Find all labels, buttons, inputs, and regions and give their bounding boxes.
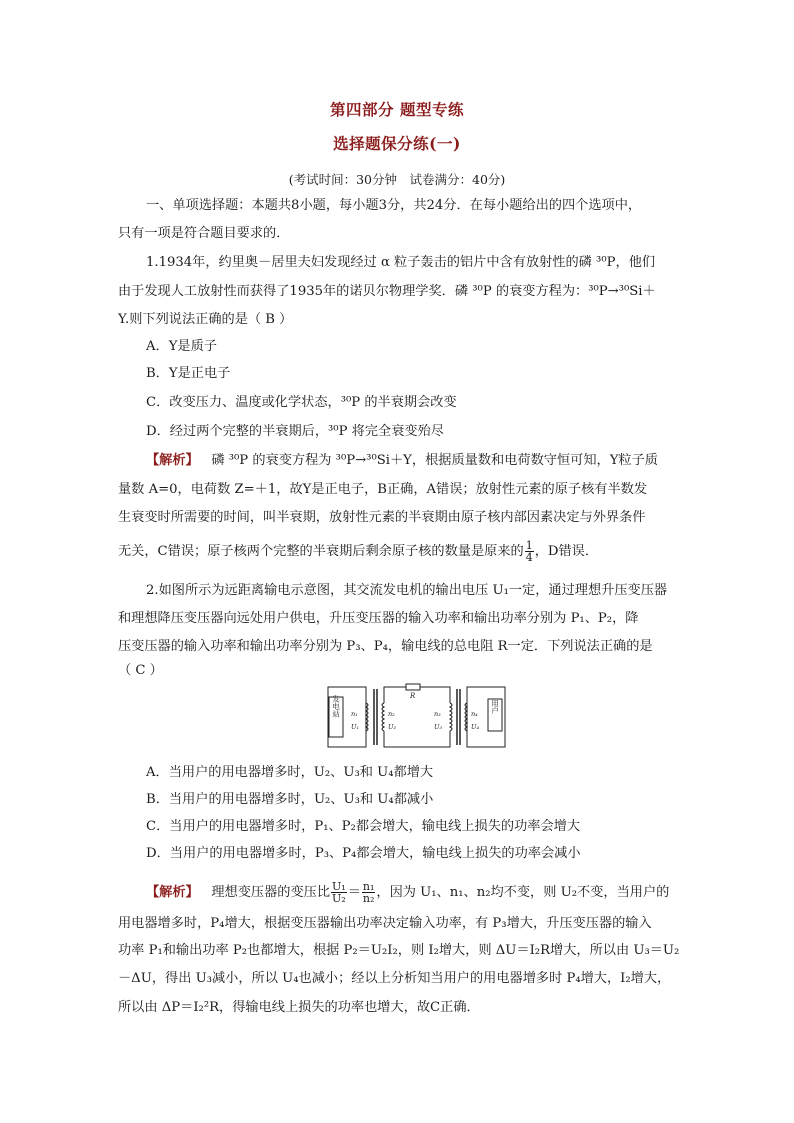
question-2-option-a: A．当用户的用电器增多时，U₂、U₃和 U₄都增大 <box>146 765 434 780</box>
fraction <box>525 540 534 563</box>
question-2-stem: 2.如图所示为远距离输电示意图，其交流发电机的输出电压 U₁一定，通过理想升压变压器 <box>146 583 668 598</box>
n2-label: n₂ <box>388 710 395 718</box>
question-2-option-b: B．当用户的用电器增多时，U₂、U₃和 U₄都减小 <box>146 792 434 807</box>
analysis-text: 理想变压器的变压比 <box>211 885 331 900</box>
ratio-equals: ＝ <box>347 885 361 900</box>
question-1-option-d: D．经过两个完整的半衰期后，³⁰P 将完全衰变殆尽 <box>146 424 444 439</box>
question-1-stem: 由于发现人工放射性而获得了1935年的诺贝尔物理学奖．磷 ³⁰P 的衰变方程为：³⁰P→³⁰Si＋ <box>118 284 656 299</box>
analysis-text: ，D错误． <box>534 544 599 559</box>
fraction-numerator: 1 <box>525 539 533 552</box>
analysis-text: ，因为 U₁、n₁、n₂均不变，则 U₂不变，当用户的 <box>376 885 670 900</box>
fraction-denominator: n₂ <box>362 892 375 905</box>
analysis-tag: 【解析】 <box>146 453 199 468</box>
analysis-tag: 【解析】 <box>146 885 199 900</box>
question-1-analysis <box>118 540 598 563</box>
analysis-text: 无关，C错误；原子核两个完整的半衰期后剩余原子核的数量是原来的 <box>118 544 524 559</box>
resistor <box>406 684 420 690</box>
n3-label: n₃ <box>434 710 441 718</box>
ratio-right <box>362 881 376 904</box>
analysis-text: 磷 ³⁰P 的衰变方程为 ³⁰P→³⁰Si＋Y，根据质量数和电荷数守恒可知，Y粒子质 <box>211 453 658 468</box>
part-title: 第四部分 题型专练 <box>330 100 464 119</box>
question-1-analysis: 量数 A=0，电荷数 Z=＋1，故Y是正电子，B正确，A错误；放射性元素的原子核有半数发 <box>118 482 648 497</box>
section-title: 选择题保分练(一) <box>333 134 461 153</box>
n4-label: n₄ <box>471 710 478 718</box>
transmission-line-top <box>384 687 406 703</box>
fraction-numerator: n₁ <box>362 880 375 893</box>
instructions-line: 一、单项选择题：本题共8小题，每小题3分，共24分．在每小题给出的四个选项中， <box>146 198 642 213</box>
question-2-analysis: 功率 P₁和输出功率 P₂也都增大，根据 P₂＝U₂I₂，则 I₂增大，则 ΔU＝I₂R增大，所以由 U₃＝U₂ <box>118 943 680 958</box>
question-2-stem: 和理想降压变压器向远处用户供电，升压变压器的输入功率和输出功率分别为 P₁、P₂，降 <box>118 611 639 626</box>
question-2-analysis: 用电器增多时，P₄增大，根据变压器输出功率决定输入功率，有 P₃增大，升压变压器的输入 <box>118 916 652 931</box>
primary-coil-3 <box>450 703 452 731</box>
question-1-option-c: C．改变压力、温度或化学状态，³⁰P 的半衰期会改变 <box>146 395 457 410</box>
question-2-analysis <box>146 881 669 904</box>
u3-label: U₃ <box>434 723 443 731</box>
exam-info: (考试时间：30分钟 试卷满分：40分) <box>288 172 506 187</box>
transmission-line-top <box>420 687 450 703</box>
n1-label: n₁ <box>351 710 358 718</box>
fraction-numerator: U₁ <box>332 880 346 893</box>
question-2-analysis: －ΔU，得出 U₃减小，所以 U₄也减小；经以上分析知当用户的用电器增多时 P₄增大，I₂增大， <box>118 971 671 986</box>
question-1-option-a: A．Y是质子 <box>146 339 217 354</box>
fraction-denominator: U₂ <box>332 892 346 905</box>
secondary-coil-2 <box>382 703 384 731</box>
user-label: 用户 <box>490 699 500 715</box>
question-1-stem: Y.则下列说法正确的是（ B ） <box>118 312 293 327</box>
generator-label: 发电站 <box>331 694 341 718</box>
transmission-circuit-diagram <box>326 683 508 751</box>
instructions-line: 只有一项是符合题目要求的． <box>118 226 290 241</box>
u4-label: U₄ <box>471 723 480 731</box>
question-1-option-b: B．Y是正电子 <box>146 366 231 381</box>
transmission-line-bottom <box>384 731 450 747</box>
question-1-analysis <box>146 452 658 470</box>
question-1-analysis: 生衰变时所需要的时间，叫半衰期，放射性元素的半衰期由原子核内部因素决定与外界条件 <box>118 510 646 525</box>
fraction-denominator: 4 <box>525 551 533 564</box>
u1-label: U₁ <box>351 723 360 731</box>
u2-label: U₂ <box>388 723 397 731</box>
question-2-stem: （ C ） <box>118 663 163 678</box>
ratio-left <box>331 881 347 904</box>
question-2-stem: 压变压器的输入功率和输出功率分别为 P₃、P₄，输电线的总电阻 R一定．下列说法正确的是 <box>118 639 653 654</box>
question-2-option-c: C．当用户的用电器增多时，P₁、P₂都会增大，输电线上损失的功率会增大 <box>146 819 581 834</box>
question-1-stem: 1.1934年，约里奥－居里夫妇发现经过 α 粒子轰击的铝片中含有放射性的磷 ³⁰P，他们 <box>146 255 656 270</box>
question-2-option-d: D．当用户的用电器增多时，P₃、P₄都会增大，输电线上损失的功率会减小 <box>146 846 581 861</box>
resistor-label: R <box>410 692 416 700</box>
question-2-analysis: 所以由 ΔP＝I₂²R，得输电线上损失的功率也增大，故C正确． <box>118 1000 480 1015</box>
